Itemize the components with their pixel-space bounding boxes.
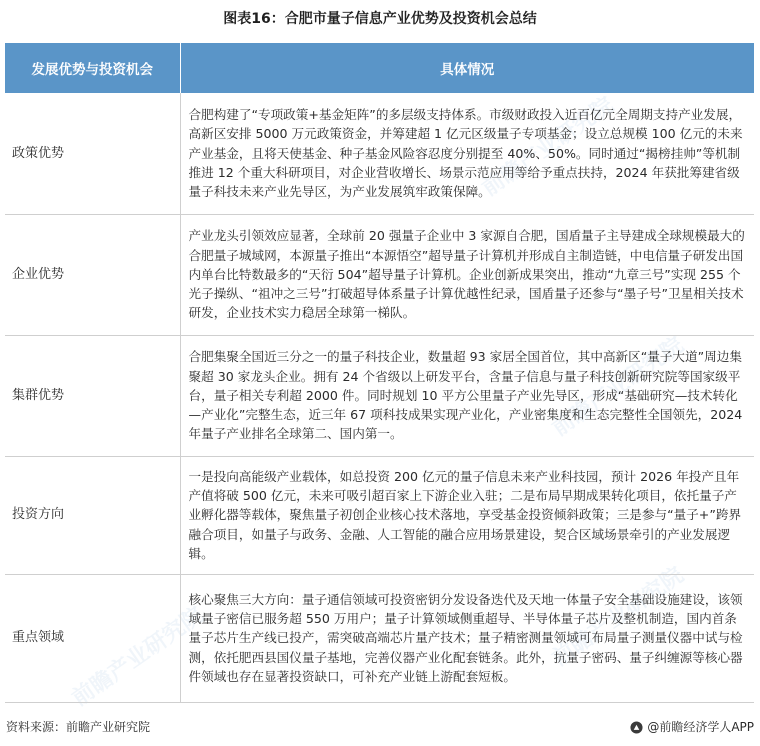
brand-credit — [630, 718, 754, 736]
table-row — [5, 335, 754, 456]
watermark: 前瞻产业研究院 — [547, 562, 689, 672]
summary-table — [5, 43, 754, 703]
watermark: 前瞻产业研究院 — [67, 602, 209, 712]
table-header-row — [5, 43, 754, 93]
table-row — [5, 456, 754, 574]
row-text: 合肥构建了“专项政策+基金矩阵”的多层级支持体系。市级财政投入近百亿元全周期支持产业发展，高新区安排 5000 万元政策资金，并筹建超 1 亿元区级量子专项基金；设立总规模 100 亿元的未来产业基金，且将天使基金、种子基金风险容忍度分别提至 40%、50%。同时通过“揭榜挂帅”等机制推进 12 个重大科研项目，对企业营收增长、场景示范应用等给予重点扶持，2024 年获批筹建省级量子科技未来产业先导区，为产业发展筑牢政策保障。 — [180, 93, 754, 214]
row-text: 产业龙头引领效应显著，全球前 20 强量子企业中 3 家源自合肥，国盾量子主导建成全球规模最大的合肥量子城域网，本源量子推出“本源悟空”超导量子计算机并形成自主制造链，中电信量子研发出国内单台比特数最多的“天衍 504”超导量子计算机。企业创新成果突出，推动“九章三号”实现 255 个光子操纵、“祖冲之三号”打破超导体系量子计算优越性纪录，国盾量子还参与“墨子号”卫星相关技术研发，企业技术实力稳居全球第一梯队。 — [180, 214, 754, 335]
row-text: 合肥集聚全国近三分之一的量子科技企业，数量超 93 家居全国首位，其中高新区“量子大道”周边集聚超 30 家龙头企业。拥有 24 个省级以上研发平台，含量子信息与量子科技创新研究院等国家级平台，量子相关专利超 2000 件。同时规划 10 平方公里量子产业先导区，形成“基础研究—技术转化—产业化”完整生态，近三年 67 项科技成果实现产业化，产业密集度和生态完整性全国领先，2024 年量子产业排名全球第二、国内第一。 — [180, 335, 754, 456]
table-row — [5, 93, 754, 214]
row-label: 政策优势 — [5, 93, 180, 214]
row-text: 一是投向高能级产业载体，如总投资 200 亿元的量子信息未来产业科技园，预计 2026 年投产且年产值将破 500 亿元，未来可吸引超百家上下游企业入驻；二是布局早期成果转化项目，依托量子产业孵化器等载体，聚焦量子初创企业核心技术落地，享受基金投资倾斜政策；三是参与“量子+”跨界融合项目，如量子与政务、金融、人工智能的融合应用场景建设，契合区域场景牵引的产业发展逻辑。 — [180, 456, 754, 574]
row-label: 企业优势 — [5, 214, 180, 335]
row-label: 投资方向 — [5, 456, 180, 574]
row-label: 集群优势 — [5, 335, 180, 456]
watermark: 前瞻产业研究院 — [477, 92, 619, 202]
source-note: 资料来源：前瞻产业研究院 — [6, 720, 151, 734]
chart-title: 图表16：合肥市量子信息产业优势及投资机会总结 — [223, 11, 537, 27]
header-advantage: 发展优势与投资机会 — [5, 43, 180, 93]
row-label: 重点领域 — [5, 574, 180, 702]
brand-logo-icon — [630, 721, 643, 734]
header-details: 具体情况 — [180, 43, 754, 93]
watermark: 前瞻产业研究院 — [547, 332, 689, 442]
table-row — [5, 214, 754, 335]
row-text: 核心聚焦三大方向：量子通信领域可投资密钥分发设备迭代及天地一体量子安全基础设施建设，该领域量子密信已服务超 550 万用户；量子计算领域侧重超导、半导体量子芯片及整机制造，国内首条量子芯片生产线已投产，需突破高端芯片量产技术；量子精密测量领域可布局量子测量仪器中试与检测，依托肥西县国仪量子基地，完善仪器产业化配套链条。此外，抗量子密码、量子纠缠源等核心器件领域也存在显著投资缺口，可补充产业链上游配套短板。 — [180, 574, 754, 702]
table-row — [5, 574, 754, 702]
brand-text: @前瞻经济学人APP — [647, 720, 754, 734]
